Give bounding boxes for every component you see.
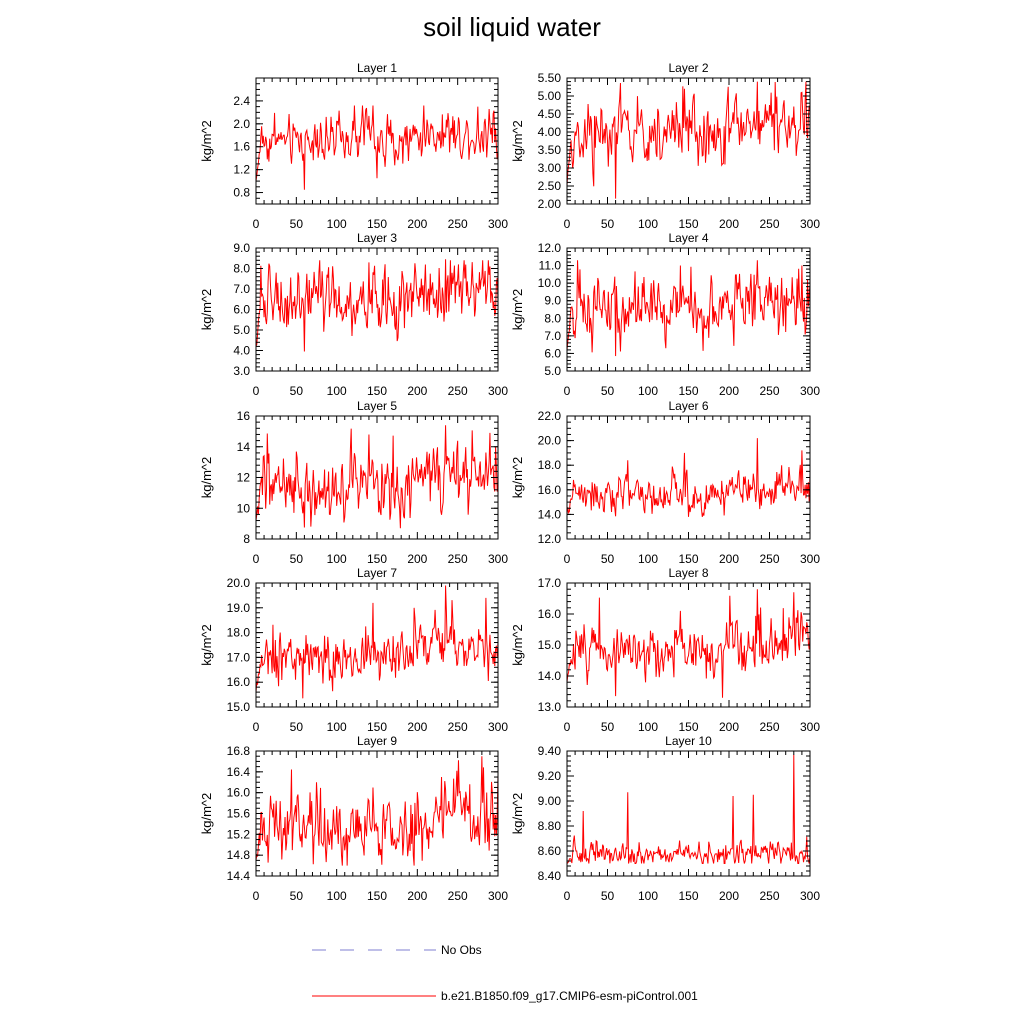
x-tick-label: 300 <box>799 889 821 903</box>
x-tick-label: 150 <box>366 889 388 903</box>
x-tick-label: 100 <box>637 552 659 566</box>
x-tick-label: 200 <box>407 889 428 903</box>
x-tick-label: 150 <box>366 217 388 231</box>
y-axis-label: kg/m^2 <box>199 792 214 835</box>
x-tick-label: 0 <box>252 552 260 566</box>
x-tick-label: 0 <box>563 889 571 903</box>
x-tick-label: 200 <box>718 552 740 566</box>
x-tick-label: 250 <box>759 889 780 903</box>
series-line <box>256 425 498 528</box>
y-axis-label: kg/m^2 <box>510 456 525 499</box>
y-tick-label: 5.00 <box>537 89 561 103</box>
y-tick-label: 11.0 <box>538 258 561 273</box>
x-tick-label: 50 <box>600 217 615 231</box>
x-tick-label: 50 <box>289 217 304 231</box>
y-tick-label: 9.0 <box>544 293 561 308</box>
y-axis-label: kg/m^2 <box>199 288 214 331</box>
y-tick-label: 0.8 <box>233 185 250 200</box>
y-tick-label: 2.4 <box>233 93 250 108</box>
x-tick-label: 150 <box>366 384 388 398</box>
x-tick-label: 100 <box>326 384 347 398</box>
chart-panel-1 <box>199 61 508 231</box>
y-tick-label: 1.6 <box>233 139 250 154</box>
x-tick-label: 200 <box>718 384 740 398</box>
x-tick-label: 0 <box>563 720 571 734</box>
y-tick-label: 6.0 <box>233 302 250 317</box>
y-tick-label: 8.80 <box>537 819 561 833</box>
legend-item <box>312 989 698 1003</box>
page-title: soil liquid water <box>423 12 601 42</box>
x-tick-label: 250 <box>447 384 468 398</box>
x-tick-label: 0 <box>252 217 260 231</box>
y-tick-label: 2.00 <box>537 197 561 211</box>
y-tick-label: 9.00 <box>537 794 561 808</box>
y-tick-label: 9.20 <box>537 769 561 783</box>
y-tick-label: 12.0 <box>537 241 561 255</box>
x-tick-label: 300 <box>487 552 509 566</box>
x-tick-label: 250 <box>759 552 780 566</box>
x-tick-label: 300 <box>799 552 821 566</box>
x-tick-label: 0 <box>252 889 260 903</box>
y-tick-label: 16.0 <box>226 675 250 690</box>
y-tick-label: 17.0 <box>537 576 561 590</box>
chart-panel-2 <box>510 61 820 231</box>
x-tick-label: 300 <box>799 217 821 231</box>
y-axis-label: kg/m^2 <box>510 792 525 835</box>
series-line <box>256 259 498 351</box>
panel-title: Layer 6 <box>668 399 709 413</box>
y-tick-label: 8.0 <box>233 261 250 276</box>
panel-title: Layer 7 <box>356 566 398 580</box>
y-axis-label: kg/m^2 <box>510 624 525 666</box>
y-tick-label: 15.6 <box>226 806 250 821</box>
series-line <box>567 260 810 356</box>
y-axis-label: kg/m^2 <box>199 456 214 499</box>
series-line <box>256 105 498 189</box>
plot-frame <box>567 583 810 707</box>
y-tick-label: 15.0 <box>226 700 250 714</box>
y-tick-label: 14.4 <box>226 869 250 883</box>
y-tick-label: 12.0 <box>537 532 561 546</box>
x-tick-label: 0 <box>252 384 260 398</box>
y-tick-label: 8.60 <box>537 844 561 858</box>
y-tick-label: 4.00 <box>537 125 561 139</box>
y-tick-label: 20.0 <box>537 433 561 448</box>
y-tick-label: 5.50 <box>537 71 561 85</box>
y-axis-label: kg/m^2 <box>510 288 525 331</box>
y-tick-label: 8.0 <box>544 311 561 326</box>
y-tick-label: 7.0 <box>544 328 561 343</box>
y-tick-label: 8.40 <box>537 869 561 883</box>
y-tick-label: 9.0 <box>233 241 250 255</box>
chart-panel-10 <box>510 734 820 903</box>
y-tick-label: 15.2 <box>226 827 250 842</box>
x-tick-label: 200 <box>407 552 428 566</box>
x-tick-label: 150 <box>366 720 388 734</box>
x-tick-label: 0 <box>563 384 571 398</box>
y-tick-label: 6.0 <box>544 346 561 361</box>
x-tick-label: 250 <box>759 720 780 734</box>
panel-title: Layer 3 <box>356 231 398 245</box>
y-tick-label: 13.0 <box>537 700 561 714</box>
y-tick-label: 7.0 <box>233 282 250 296</box>
chart-panel-4 <box>510 231 820 398</box>
x-tick-label: 250 <box>447 552 468 566</box>
y-tick-label: 1.2 <box>233 162 250 177</box>
x-tick-label: 0 <box>563 552 571 566</box>
x-tick-label: 250 <box>759 384 780 398</box>
panel-title: Layer 8 <box>668 566 709 580</box>
x-tick-label: 200 <box>718 217 740 231</box>
x-tick-label: 100 <box>326 552 347 566</box>
panel-title: Layer 1 <box>356 61 398 75</box>
x-tick-label: 150 <box>678 384 699 398</box>
panel-title: Layer 10 <box>665 734 712 748</box>
y-tick-label: 17.0 <box>226 650 250 665</box>
y-tick-label: 4.0 <box>233 343 250 358</box>
y-tick-label: 14 <box>236 439 250 454</box>
plot-frame <box>256 416 498 539</box>
x-tick-label: 0 <box>563 217 571 231</box>
x-tick-label: 50 <box>600 384 615 398</box>
y-tick-label: 3.00 <box>537 161 561 175</box>
x-tick-label: 250 <box>447 720 468 734</box>
x-tick-label: 300 <box>799 384 821 398</box>
x-tick-label: 250 <box>759 217 780 231</box>
y-tick-label: 16 <box>236 409 250 423</box>
y-tick-label: 8 <box>243 532 250 546</box>
x-tick-label: 250 <box>447 889 468 903</box>
y-tick-label: 9.40 <box>537 744 561 758</box>
x-tick-label: 50 <box>289 889 304 903</box>
x-tick-label: 150 <box>678 889 699 903</box>
y-tick-label: 14.8 <box>226 848 250 863</box>
x-tick-label: 200 <box>407 217 428 231</box>
x-tick-label: 50 <box>289 552 304 566</box>
y-tick-label: 4.50 <box>537 107 561 121</box>
chart-panel-5 <box>199 399 508 566</box>
x-tick-label: 50 <box>600 552 615 566</box>
chart-panel-7 <box>199 566 508 734</box>
legend-label: b.e21.B1850.f09_g17.CMIP6-esm-piControl.001 <box>441 989 698 1003</box>
series-line <box>567 438 810 517</box>
x-tick-label: 200 <box>407 384 428 398</box>
x-tick-label: 200 <box>407 720 428 734</box>
y-tick-label: 18.0 <box>537 458 561 473</box>
y-tick-label: 14.0 <box>537 669 561 683</box>
x-tick-label: 50 <box>600 720 615 734</box>
x-tick-label: 100 <box>326 217 347 231</box>
x-tick-label: 300 <box>799 720 821 734</box>
x-tick-label: 100 <box>326 889 347 903</box>
y-tick-label: 3.0 <box>233 364 250 378</box>
x-tick-label: 150 <box>366 552 388 566</box>
y-tick-label: 16.0 <box>226 785 250 800</box>
x-tick-label: 150 <box>678 552 699 566</box>
y-tick-label: 20.0 <box>226 576 250 590</box>
series-line <box>567 82 810 199</box>
y-tick-label: 19.0 <box>226 600 250 615</box>
x-tick-label: 200 <box>718 720 740 734</box>
x-tick-label: 250 <box>447 217 468 231</box>
y-tick-label: 18.0 <box>226 625 250 640</box>
x-tick-label: 200 <box>718 889 740 903</box>
x-tick-label: 100 <box>637 384 659 398</box>
y-tick-label: 12 <box>236 470 250 485</box>
series-line <box>256 756 498 865</box>
series-line <box>256 585 498 698</box>
legend-label: No Obs <box>441 943 482 957</box>
chart-panel-6 <box>510 399 820 566</box>
y-axis-label: kg/m^2 <box>199 624 214 666</box>
chart-panel-9 <box>199 734 508 903</box>
plot-frame <box>567 751 810 876</box>
series-line <box>567 755 810 864</box>
x-tick-label: 300 <box>487 720 509 734</box>
y-tick-label: 5.0 <box>233 323 250 337</box>
x-tick-label: 150 <box>678 720 699 734</box>
y-tick-label: 16.0 <box>537 607 561 621</box>
y-tick-label: 16.0 <box>537 482 561 497</box>
x-tick-label: 50 <box>600 889 615 903</box>
panel-title: Layer 5 <box>356 399 398 413</box>
y-tick-label: 22.0 <box>537 409 561 423</box>
chart-panel-8 <box>510 566 820 734</box>
y-tick-label: 5.0 <box>544 364 561 378</box>
y-tick-label: 10.0 <box>537 276 561 291</box>
chart-panel-3 <box>199 231 508 398</box>
y-tick-label: 3.50 <box>537 143 561 157</box>
x-tick-label: 100 <box>637 720 659 734</box>
y-tick-label: 10 <box>236 501 250 516</box>
x-tick-label: 300 <box>487 889 509 903</box>
legend-item <box>312 943 482 957</box>
y-tick-label: 14.0 <box>537 507 561 522</box>
panel-title: Layer 2 <box>668 61 709 75</box>
panel-title: Layer 4 <box>668 231 709 245</box>
x-tick-label: 0 <box>252 720 260 734</box>
x-tick-label: 100 <box>326 720 347 734</box>
x-tick-label: 50 <box>289 720 304 734</box>
x-tick-label: 150 <box>678 217 699 231</box>
y-tick-label: 16.8 <box>226 744 250 758</box>
y-axis-label: kg/m^2 <box>199 120 214 162</box>
panel-title: Layer 9 <box>356 734 398 748</box>
y-tick-label: 2.50 <box>537 179 561 193</box>
y-tick-label: 16.4 <box>226 764 250 779</box>
y-tick-label: 15.0 <box>537 638 561 652</box>
x-tick-label: 100 <box>637 889 659 903</box>
series-line <box>567 589 810 698</box>
x-tick-label: 50 <box>289 384 304 398</box>
x-tick-label: 300 <box>487 217 509 231</box>
x-tick-label: 300 <box>487 384 509 398</box>
x-tick-label: 100 <box>637 217 659 231</box>
y-tick-label: 2.0 <box>233 116 250 131</box>
plot-frame <box>567 416 810 539</box>
y-axis-label: kg/m^2 <box>510 120 525 162</box>
